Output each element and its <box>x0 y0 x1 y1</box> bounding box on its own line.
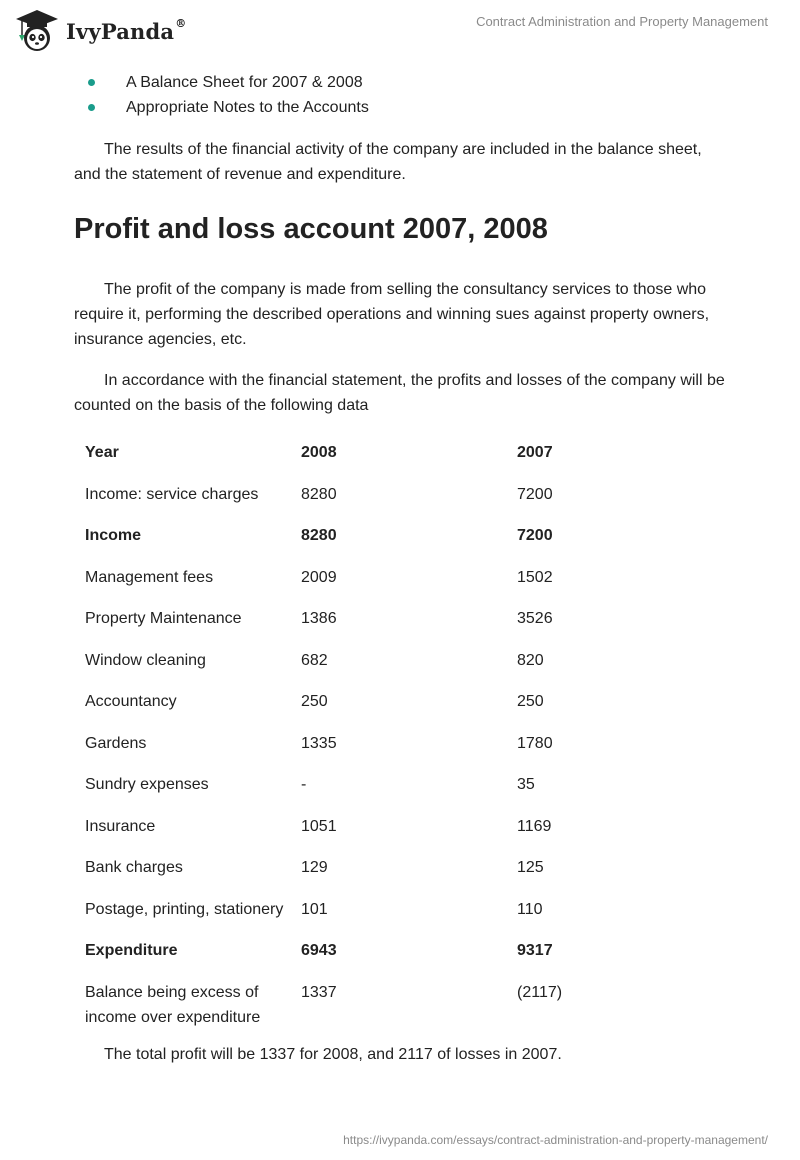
value-2007: 125 <box>517 859 544 876</box>
table-row <box>74 598 726 640</box>
row-label: Balance being excess of income over expenditure <box>85 983 261 1026</box>
value-2007: 7200 <box>517 485 553 503</box>
value-2007: 1169 <box>517 817 552 835</box>
table-row <box>74 764 726 806</box>
table-row <box>74 847 726 889</box>
table-row <box>74 930 726 972</box>
table-row <box>74 972 726 1039</box>
row-label: Income <box>85 527 142 544</box>
value-2007: 9317 <box>517 942 553 959</box>
value-2008: 6943 <box>301 942 337 959</box>
table-row <box>74 681 726 723</box>
row-label: Window cleaning <box>85 651 206 669</box>
row-label: Postage, printing, stationery <box>85 900 284 918</box>
value-2008: 2009 <box>301 568 337 586</box>
row-label: Gardens <box>85 734 147 752</box>
value-2007: 820 <box>517 651 544 669</box>
document-body <box>74 70 726 1067</box>
row-label: Bank charges <box>85 859 183 876</box>
list-item: A Balance Sheet for 2007 & 2008 <box>74 70 726 95</box>
bullet-icon <box>88 79 95 86</box>
table-row <box>74 640 726 682</box>
table-row <box>74 723 726 765</box>
table-row <box>74 432 726 474</box>
value-2007: 35 <box>517 776 535 793</box>
registered-mark: ® <box>175 16 187 30</box>
bullet-icon <box>88 104 95 111</box>
value-2007: 2007 <box>517 444 553 461</box>
value-2007: 110 <box>517 900 543 918</box>
value-2007: 250 <box>517 693 544 710</box>
logo[interactable] <box>14 8 186 54</box>
value-2008: 1335 <box>301 734 337 752</box>
row-label: Accountancy <box>85 693 177 710</box>
value-2008: - <box>301 776 307 793</box>
logo-text: IvyPanda® <box>66 16 187 44</box>
table-row <box>74 474 726 516</box>
value-2008: 8280 <box>301 527 337 544</box>
paragraph: In accordance with the financial statement, the profits and losses of the company will be counted on the basis of the following data <box>74 372 725 414</box>
row-label: Expenditure <box>85 942 178 959</box>
document-title: Contract Administration and Property Management <box>476 14 768 29</box>
value-2008: 682 <box>301 651 328 669</box>
value-2008: 2008 <box>301 444 337 461</box>
value-2007: 1780 <box>517 734 553 752</box>
value-2008: 1386 <box>301 610 337 627</box>
table-row <box>74 557 726 599</box>
source-url[interactable]: https://ivypanda.com/essays/contract-administration-and-property-management/ <box>343 1133 768 1147</box>
profit-loss-table <box>74 432 726 1038</box>
table-row <box>74 806 726 848</box>
row-label: Year <box>85 444 119 461</box>
bullet-list <box>74 70 726 120</box>
panda-logo-icon <box>14 8 60 54</box>
row-label: Sundry expenses <box>85 776 209 793</box>
value-2008: 250 <box>301 693 328 710</box>
row-label: Income: service charges <box>85 485 259 503</box>
value-2007: 7200 <box>517 527 553 544</box>
value-2007: 3526 <box>517 610 553 627</box>
list-item: Appropriate Notes to the Accounts <box>74 95 726 120</box>
value-2008: 129 <box>301 859 328 876</box>
section-heading: Profit and loss account 2007, 2008 <box>74 213 548 245</box>
value-2008: 8280 <box>301 485 337 503</box>
row-label: Property Maintenance <box>85 610 242 627</box>
paragraph: The profit of the company is made from selling the consultancy services to those who require it, performing the described operations and winning sues against property owners, insurance agencies, etc. <box>74 281 710 348</box>
value-2008: 1337 <box>301 983 337 1001</box>
closing-paragraph: The total profit will be 1337 for 2008, and 2117 of losses in 2007. <box>104 1046 562 1063</box>
value-2007: 1502 <box>517 568 553 586</box>
page-header <box>0 0 800 64</box>
intro-paragraph: The results of the financial activity of the company are included in the balance sheet, and the statement of revenue and expenditure. <box>74 141 702 183</box>
table-row <box>74 889 726 931</box>
value-2007: (2117) <box>517 983 563 1001</box>
row-label: Management fees <box>85 568 214 586</box>
row-label: Insurance <box>85 817 156 835</box>
value-2008: 101 <box>301 900 328 918</box>
table-row <box>74 515 726 557</box>
value-2008: 1051 <box>301 817 337 835</box>
